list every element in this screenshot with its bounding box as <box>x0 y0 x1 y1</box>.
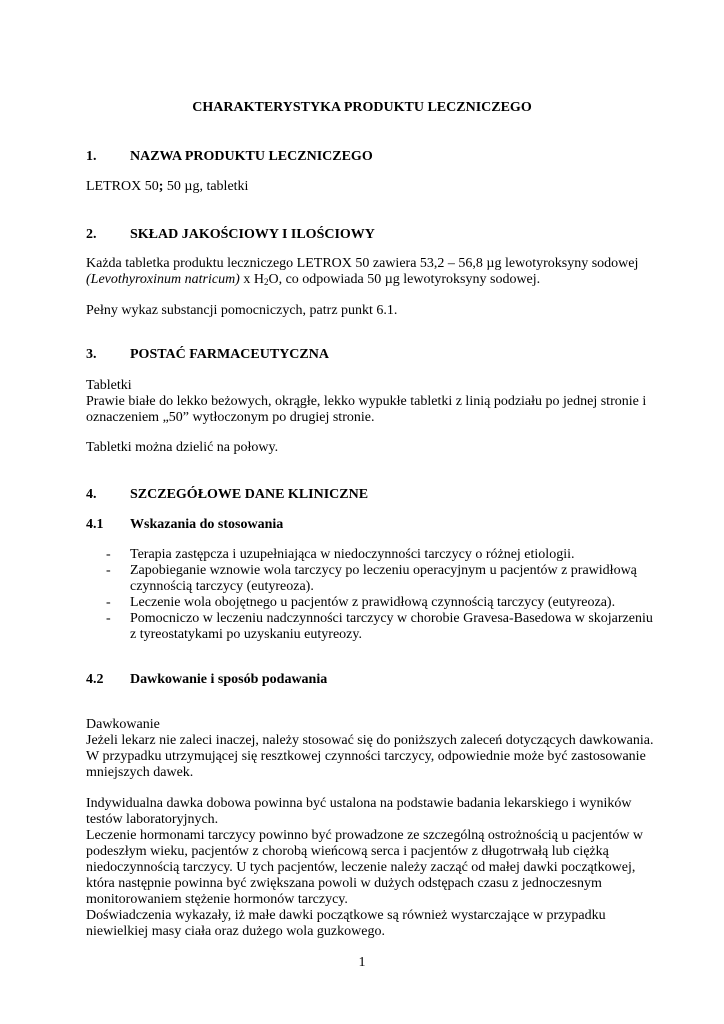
product-dose-form: 50 µg, tabletki <box>163 179 249 194</box>
excipients-reference: Pełny wykaz substancji pomocniczych, patrz punkt 6.1. <box>86 303 398 318</box>
document-title: CHARAKTERYSTYKA PRODUKTU LECZNICZEGO <box>192 100 532 115</box>
composition-line-1: Każda tabletka produktu leczniczego LETROX 50 zawiera 53,2 – 56,8 µg lewotyroksyny sodowej <box>86 256 639 271</box>
list-dash: - <box>106 547 111 562</box>
dosage-line-5: Indywidualna dawka dobowa powinna być ustalona na podstawie badania lekarskiego i wyników <box>86 796 632 811</box>
composition-subscript: 2 <box>263 277 269 287</box>
section-4-number: 4. <box>86 487 97 502</box>
form-line-4: Tabletki można dzielić na połowy. <box>86 440 279 455</box>
dosage-line-3: W przypadku utrzymującej się resztkowej czynności tarczycy, odpowiednie może być zastosowanie <box>86 749 646 764</box>
dosage-line-2: Jeżeli lekarz nie zaleci inaczej, należy stosować się do poniższych zaleceń dotyczących dawkowania. <box>86 733 654 748</box>
subsection-4-2-heading: Dawkowanie i sposób podawania <box>130 672 328 687</box>
subsection-4-1-heading: Wskazania do stosowania <box>130 517 284 532</box>
form-line-2: Prawie białe do lekko beżowych, okrągłe, lekko wypukłe tabletki z linią podziału po jednej stronie i <box>86 394 647 409</box>
product-name: LETROX 50 <box>86 179 159 194</box>
indication-item-4: Pomocniczo w leczeniu nadczynności tarczycy w chorobie Gravesa-Basedowa w skojarzeniu <box>130 611 653 626</box>
dosage-line-11: monitorowaniem stężenie hormonów tarczycy. <box>86 892 348 907</box>
product-name-separator: ; <box>158 179 164 194</box>
indication-item-3: Leczenie wola obojętnego u pacjentów z prawidłową czynnością tarczycy (eutyreoza). <box>130 595 616 610</box>
section-3-number: 3. <box>86 347 97 362</box>
form-line-1: Tabletki <box>86 378 132 393</box>
dosage-line-1: Dawkowanie <box>86 717 160 732</box>
indication-item-1: Terapia zastępcza i uzupełniająca w niedoczynności tarczycy o różnej etiologii. <box>130 547 575 562</box>
composition-formula-b: O, co odpowiada 50 µg lewotyroksyny sodowej. <box>268 272 541 287</box>
latin-name: (Levothyroxinum natricum) <box>86 272 240 287</box>
dosage-line-9: niedoczynnością tarczycy. U tych pacjentów, leczenie należy zacząć od małej dawki początkowej, <box>86 860 636 875</box>
section-1-heading: NAZWA PRODUKTU LECZNICZEGO <box>130 149 373 164</box>
section-4-heading: SZCZEGÓŁOWE DANE KLINICZNE <box>130 487 369 502</box>
dosage-line-6: testów laboratoryjnych. <box>86 812 219 827</box>
indication-item-4-continued: z tyreostatykami po uzyskaniu eutyreozy. <box>130 627 362 642</box>
form-line-3: oznaczeniem „50” wytłoczonym po drugiej stronie. <box>86 410 375 425</box>
dosage-line-4: mniejszych dawek. <box>86 765 194 780</box>
section-3-heading: POSTAĆ FARMACEUTYCZNA <box>130 347 329 362</box>
section-2-heading: SKŁAD JAKOŚCIOWY I ILOŚCIOWY <box>130 227 375 242</box>
list-dash: - <box>106 595 111 610</box>
dosage-line-12: Doświadczenia wykazały, iż małe dawki początkowe są również wystarczające w przypadku <box>86 908 606 923</box>
subsection-4-1-number: 4.1 <box>86 517 104 532</box>
subsection-4-2-number: 4.2 <box>86 672 104 687</box>
dosage-line-13: niewielkiej masy ciała oraz dużego wola guzkowego. <box>86 924 385 939</box>
composition-formula-a: x H <box>239 272 264 287</box>
dosage-line-10: która następnie powinna być zwiększana powoli w dużych odstępach czasu z jednoczesnym <box>86 876 602 891</box>
indication-item-2: Zapobieganie wznowie wola tarczycy po leczeniu operacyjnym u pacjentów z prawidłową <box>130 563 637 578</box>
composition-line-2 <box>86 272 540 288</box>
section-2-number: 2. <box>86 227 97 242</box>
product-name-line <box>86 179 248 195</box>
indication-item-2-continued: czynnością tarczycy (eutyreoza). <box>130 579 314 594</box>
list-dash: - <box>106 611 111 626</box>
page-number: 1 <box>358 955 366 970</box>
dosage-line-7: Leczenie hormonami tarczycy powinno być prowadzone ze szczególną ostrożnością u pacjentów w <box>86 828 644 843</box>
list-dash: - <box>106 563 111 578</box>
section-1-number: 1. <box>86 149 97 164</box>
dosage-line-8: podeszłym wieku, pacjentów z chorobą wieńcową serca i pacjentów z długotrwałą lub ciężką <box>86 844 609 859</box>
